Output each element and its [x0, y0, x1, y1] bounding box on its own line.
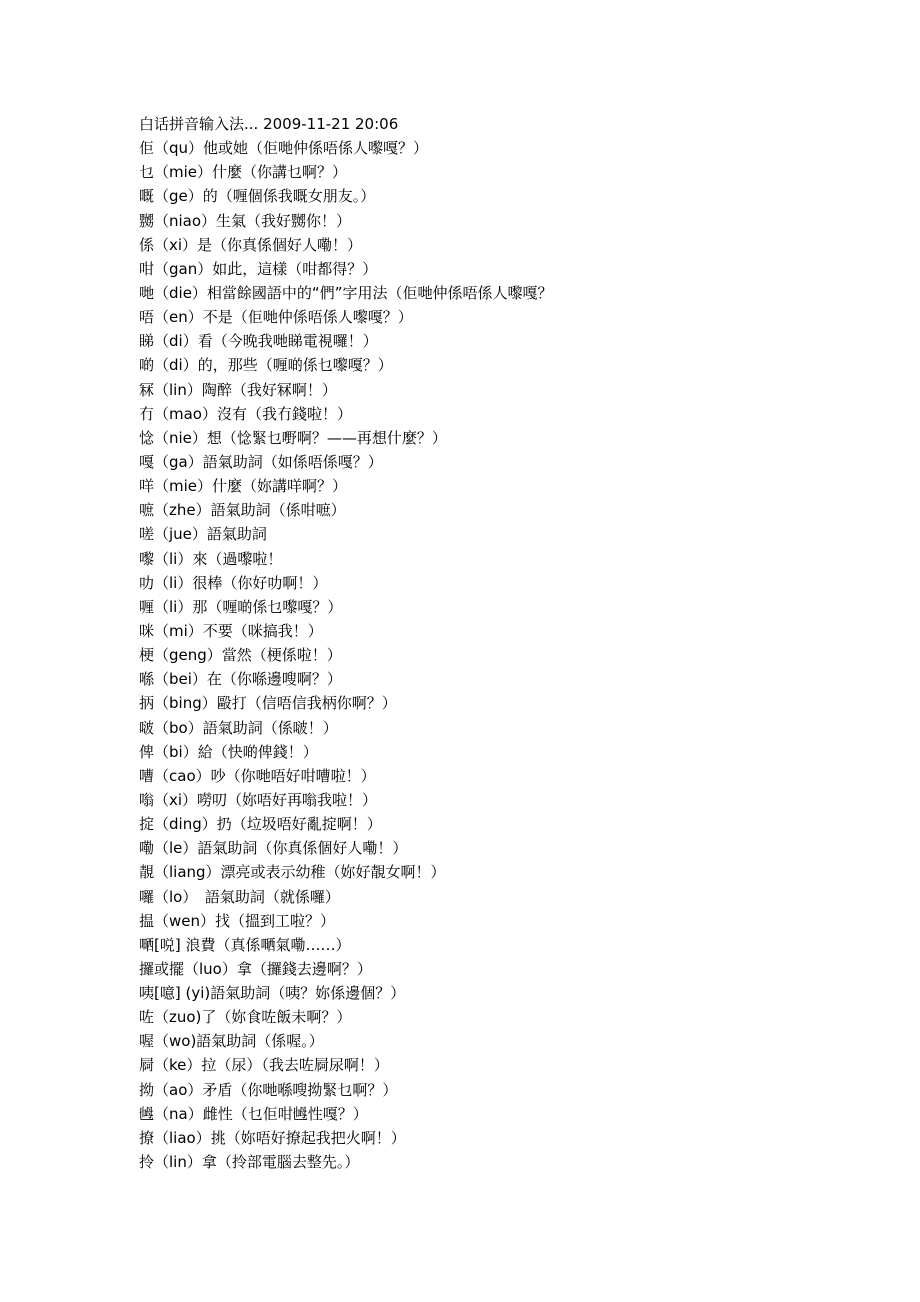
entry-line: 咪（mi）不要（咪搞我！）	[139, 621, 323, 640]
entry-line: 乸（na）雌性（乜佢咁乸性嘎？）	[139, 1104, 368, 1123]
entry-line: 靚（liang）漂亮或表示幼稚（妳好靚女啊！）	[139, 863, 446, 882]
entry-line: 惗（nie）想（惗緊乜嘢啊？——再想什麼？）	[139, 428, 447, 447]
entry-line: 係（xi）是（你真係個好人嘞！）	[139, 235, 363, 254]
entry-line: 嘅（ge）的（喱個係我嘅女朋友。）	[139, 187, 376, 206]
entry-line: 喺（bei）在（你喺邊嗖啊？）	[139, 670, 342, 689]
entry-line: 佢（qu）他或她（佢哋仲係唔係人嚟嘎？）	[139, 139, 429, 158]
entry-line: 啵（bo）語氣助詞（係啵！）	[139, 718, 338, 737]
document-title: 白话拼音输入法... 2009-11-21 20:06	[139, 115, 399, 133]
entry-line: 攞或擺（luo）拿（攞錢去邊啊？）	[139, 959, 372, 978]
entry-line: 撩（liao）挑（妳唔好撩起我把火啊！）	[139, 1128, 406, 1147]
entry-line: 咦[噫] (yi)語氣助詞（咦？妳係邊個？）	[139, 984, 406, 1003]
entry-line: 嗟（jue）語氣助詞	[139, 525, 267, 544]
entry-line: 睇（di）看（今晚我哋睇電視囉！）	[139, 332, 378, 351]
entry-line: 囉（lo） 語氣助詞（就係囉）	[139, 887, 340, 906]
entry-line: 咩（mie）什麼（妳講咩啊？）	[139, 477, 348, 496]
entry-line: 咗（zuo)了（妳食咗飯未啊？）	[139, 1008, 352, 1027]
entry-line: 嘞（le）語氣助詞（你真係個好人嘞！）	[139, 839, 408, 858]
entry-line: 嘎（ga）語氣助詞（如係唔係嘎？）	[139, 452, 383, 471]
entry-line: 拗（ao）矛盾（你哋喺嗖拗緊乜啊？）	[139, 1080, 398, 1099]
entry-line: 嘈（cao）吵（你哋唔好咁嘈啦！）	[139, 766, 376, 785]
entry-line: 喔（wo)語氣助詞（係喔。）	[139, 1032, 324, 1051]
entry-line: 屙（ke）拉（尿）（我去咗屙尿啊！）	[139, 1056, 389, 1075]
entry-line: 啲（di）的，那些（喱啲係乜嚟嘎？）	[139, 356, 393, 375]
entry-line: 喱（li）那（喱啲係乜嚟嘎？）	[139, 597, 343, 616]
entry-line: 哋（die）相當餘國語中的“們”字用法（佢哋仲係唔係人嚟嘎？	[139, 283, 553, 302]
entry-line: 嗮[哾] 浪費（真係嗮氣嘞……）	[139, 935, 351, 954]
entry-line: 揾（wen）找（搵到工啦？）	[139, 911, 336, 930]
document-body	[139, 112, 899, 1174]
entry-line: 嬲（niao）生氣（我好嬲你！）	[139, 211, 352, 230]
entry-line: 叻（li）很棒（你好叻啊！）	[139, 573, 328, 592]
entry-line: 抦（bing）毆打（信唔信我柄你啊？）	[139, 694, 397, 713]
entry-line: 唔（en）不是（佢哋仲係唔係人嚟嘎？）	[139, 308, 413, 327]
entry-line: 乜（mie）什麼（你講乜啊？）	[139, 163, 348, 182]
entry-line: 咁（gan）如此，這樣（咁都得？）	[139, 259, 378, 278]
entry-line: 嗡（xi）嘮叨（妳唔好再嗡我啦！）	[139, 790, 378, 809]
entry-line: 冇（mao）沒有（我冇錢啦！）	[139, 404, 352, 423]
entry-line: 嚟（li）來（過嚟啦！	[139, 549, 283, 568]
entry-line: 拎（lin）拿（拎部電腦去整先。）	[139, 1153, 360, 1172]
entry-line: 嗻（zhe）語氣助詞（係咁嗻）	[139, 501, 346, 520]
entry-line: 掟（ding）扔（垃圾唔好亂掟啊！）	[139, 815, 382, 834]
entry-line: 冧（lin）陶醉（我好冧啊！）	[139, 380, 337, 399]
entry-line: 梗（geng）當然（梗係啦！）	[139, 646, 342, 665]
entry-line: 俾（bi）給（快啲俾錢！）	[139, 742, 318, 761]
